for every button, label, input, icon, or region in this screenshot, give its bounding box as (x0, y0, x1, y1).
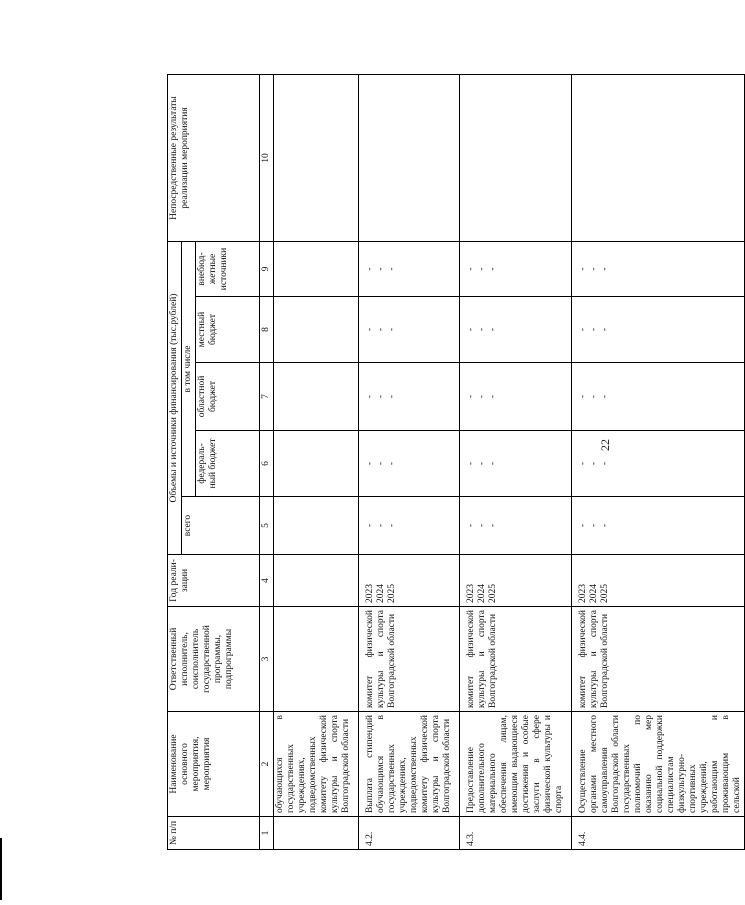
row-years (572, 555, 745, 607)
year-value: 2024 (589, 584, 599, 603)
year-value: 2025 (600, 584, 610, 603)
column-numbers-row (260, 75, 274, 850)
row-responsible: комитет физической культуры и спорта Волгоградской области (460, 607, 572, 712)
extra-value: - (488, 267, 498, 271)
federal-value: - (466, 461, 476, 466)
extra-value: - (466, 267, 476, 271)
row-extra (460, 242, 572, 297)
row-total (359, 497, 460, 555)
header-name: Наименование основного мероприятия, мероприятия (168, 712, 260, 817)
row-results (359, 75, 460, 242)
regional-value: - (600, 394, 610, 399)
header-total: всего (182, 497, 260, 555)
empty-cell (274, 75, 359, 242)
row-federal (359, 431, 460, 497)
column-number: 2 (260, 712, 274, 817)
column-number: 1 (260, 817, 274, 850)
header-responsible: Ответственный исполнитель, соисполнитель государственной программы, подпрограммы (168, 607, 260, 712)
header-year: Год реали- зации (168, 555, 260, 607)
row-name: Выплата стипендий обучающимся в государственных учреждениях, подведомственных комитету физической культуры и спорта Волгоградской области (359, 712, 460, 817)
column-number: 5 (260, 497, 274, 555)
local-value: - (365, 327, 375, 332)
column-number: 3 (260, 607, 274, 712)
regional-value: - (387, 394, 397, 399)
year-value: 2025 (488, 584, 498, 603)
empty-cell (274, 297, 359, 363)
row-number: 4.2. (359, 817, 460, 850)
continuation-row (274, 75, 359, 850)
column-number: 9 (260, 242, 274, 297)
empty-cell (274, 242, 359, 297)
row-local (359, 297, 460, 363)
page-number: 22 (598, 439, 612, 451)
row-federal (460, 431, 572, 497)
row-number: 4.3. (460, 817, 572, 850)
row-results (572, 75, 745, 242)
year-value: 2024 (376, 584, 386, 603)
extra-value: - (365, 267, 375, 271)
federal-value: - (578, 461, 588, 466)
empty-cell (274, 555, 359, 607)
row-local (460, 297, 572, 363)
column-number: 10 (260, 75, 274, 242)
empty-cell (274, 431, 359, 497)
column-number: 6 (260, 431, 274, 497)
row-local (572, 297, 745, 363)
local-value: - (578, 327, 588, 332)
federal-value: - (477, 461, 487, 466)
regional-value: - (578, 394, 588, 399)
table-row (359, 75, 460, 850)
header-local: местный бюджет (196, 297, 260, 363)
header-num: № п/п (168, 817, 260, 850)
extra-value: - (376, 267, 386, 271)
empty-cell (274, 607, 359, 712)
row-responsible: комитет физической культуры и спорта Волгоградской области (572, 607, 745, 712)
row-extra (572, 242, 745, 297)
row-regional (359, 363, 460, 431)
row-regional (460, 363, 572, 431)
column-number: 7 (260, 363, 274, 431)
header-finance: Объемы и источники финансирования (тыс.рублей) (168, 242, 182, 555)
table-row (572, 75, 745, 850)
header-results: Непосредственные результаты реализации мероприятия (168, 75, 260, 242)
total-value: - (466, 523, 476, 528)
federal-value: - (365, 461, 375, 466)
row-name: Осуществление органами местного самоуправления Волгоградской области государственных полномочий по оказанию мер социальной поддержки специалистам физкультурно-спортивных учреждений, работающим и проживающим в сельской (572, 712, 745, 817)
row-name: Предоставление дополнительного материального обеспечения лицам, имеющим выдающиеся достижения и особые заслуги в сфере физической культуры и спорта (460, 712, 572, 817)
total-value: - (578, 523, 588, 528)
extra-value: - (578, 267, 588, 271)
regional-value: - (589, 394, 599, 399)
local-value: - (477, 327, 487, 332)
federal-value: - (376, 461, 386, 466)
regional-value: - (488, 394, 498, 399)
local-value: - (589, 327, 599, 332)
extra-value: - (589, 267, 599, 271)
row-results (460, 75, 572, 242)
year-value: 2023 (578, 584, 588, 603)
local-value: - (600, 327, 610, 332)
table-row (460, 75, 572, 850)
scan-edge-mark (0, 838, 2, 900)
federal-value: - (600, 461, 610, 466)
regional-value: - (477, 394, 487, 399)
total-value: - (600, 523, 610, 528)
total-value: - (589, 523, 599, 528)
header-regional: областной бюджет (196, 363, 260, 431)
year-value: 2023 (466, 584, 476, 603)
federal-value: - (387, 461, 397, 466)
row-federal (572, 431, 745, 497)
empty-cell (274, 817, 359, 850)
row-regional (572, 363, 745, 431)
total-value: - (376, 523, 386, 528)
total-value: - (387, 523, 397, 528)
row-years (460, 555, 572, 607)
regional-value: - (466, 394, 476, 399)
extra-value: - (387, 267, 397, 271)
local-value: - (466, 327, 476, 332)
column-number: 4 (260, 555, 274, 607)
row-responsible: комитет физической культуры и спорта Волгоградской области (359, 607, 460, 712)
year-value: 2024 (477, 584, 487, 603)
local-value: - (488, 327, 498, 332)
row-extra (359, 242, 460, 297)
regional-value: - (365, 394, 375, 399)
header-row-1 (168, 75, 182, 850)
row-total (460, 497, 572, 555)
header-including: в том числе (182, 242, 196, 497)
regional-value: - (376, 394, 386, 399)
year-value: 2025 (387, 584, 397, 603)
row-years (359, 555, 460, 607)
total-value: - (477, 523, 487, 528)
continuation-text: обучающихся в государственных учреждениях, подведомственных комитету физической культуры и спорта Волгоградской области (274, 712, 359, 817)
extra-value: - (477, 267, 487, 271)
local-value: - (376, 327, 386, 332)
total-value: - (365, 523, 375, 528)
header-federal: федераль- ный бюджет (196, 431, 260, 497)
header-extra: внебюд- жетные источники (196, 242, 260, 297)
column-number: 8 (260, 297, 274, 363)
row-total (572, 497, 745, 555)
local-value: - (387, 327, 397, 332)
federal-value: - (589, 461, 599, 466)
federal-value: - (488, 461, 498, 466)
row-number: 4.4. (572, 817, 745, 850)
total-value: - (488, 523, 498, 528)
program-activities-table (167, 74, 745, 850)
empty-cell (274, 363, 359, 431)
year-value: 2023 (365, 584, 375, 603)
extra-value: - (600, 267, 610, 271)
empty-cell (274, 497, 359, 555)
